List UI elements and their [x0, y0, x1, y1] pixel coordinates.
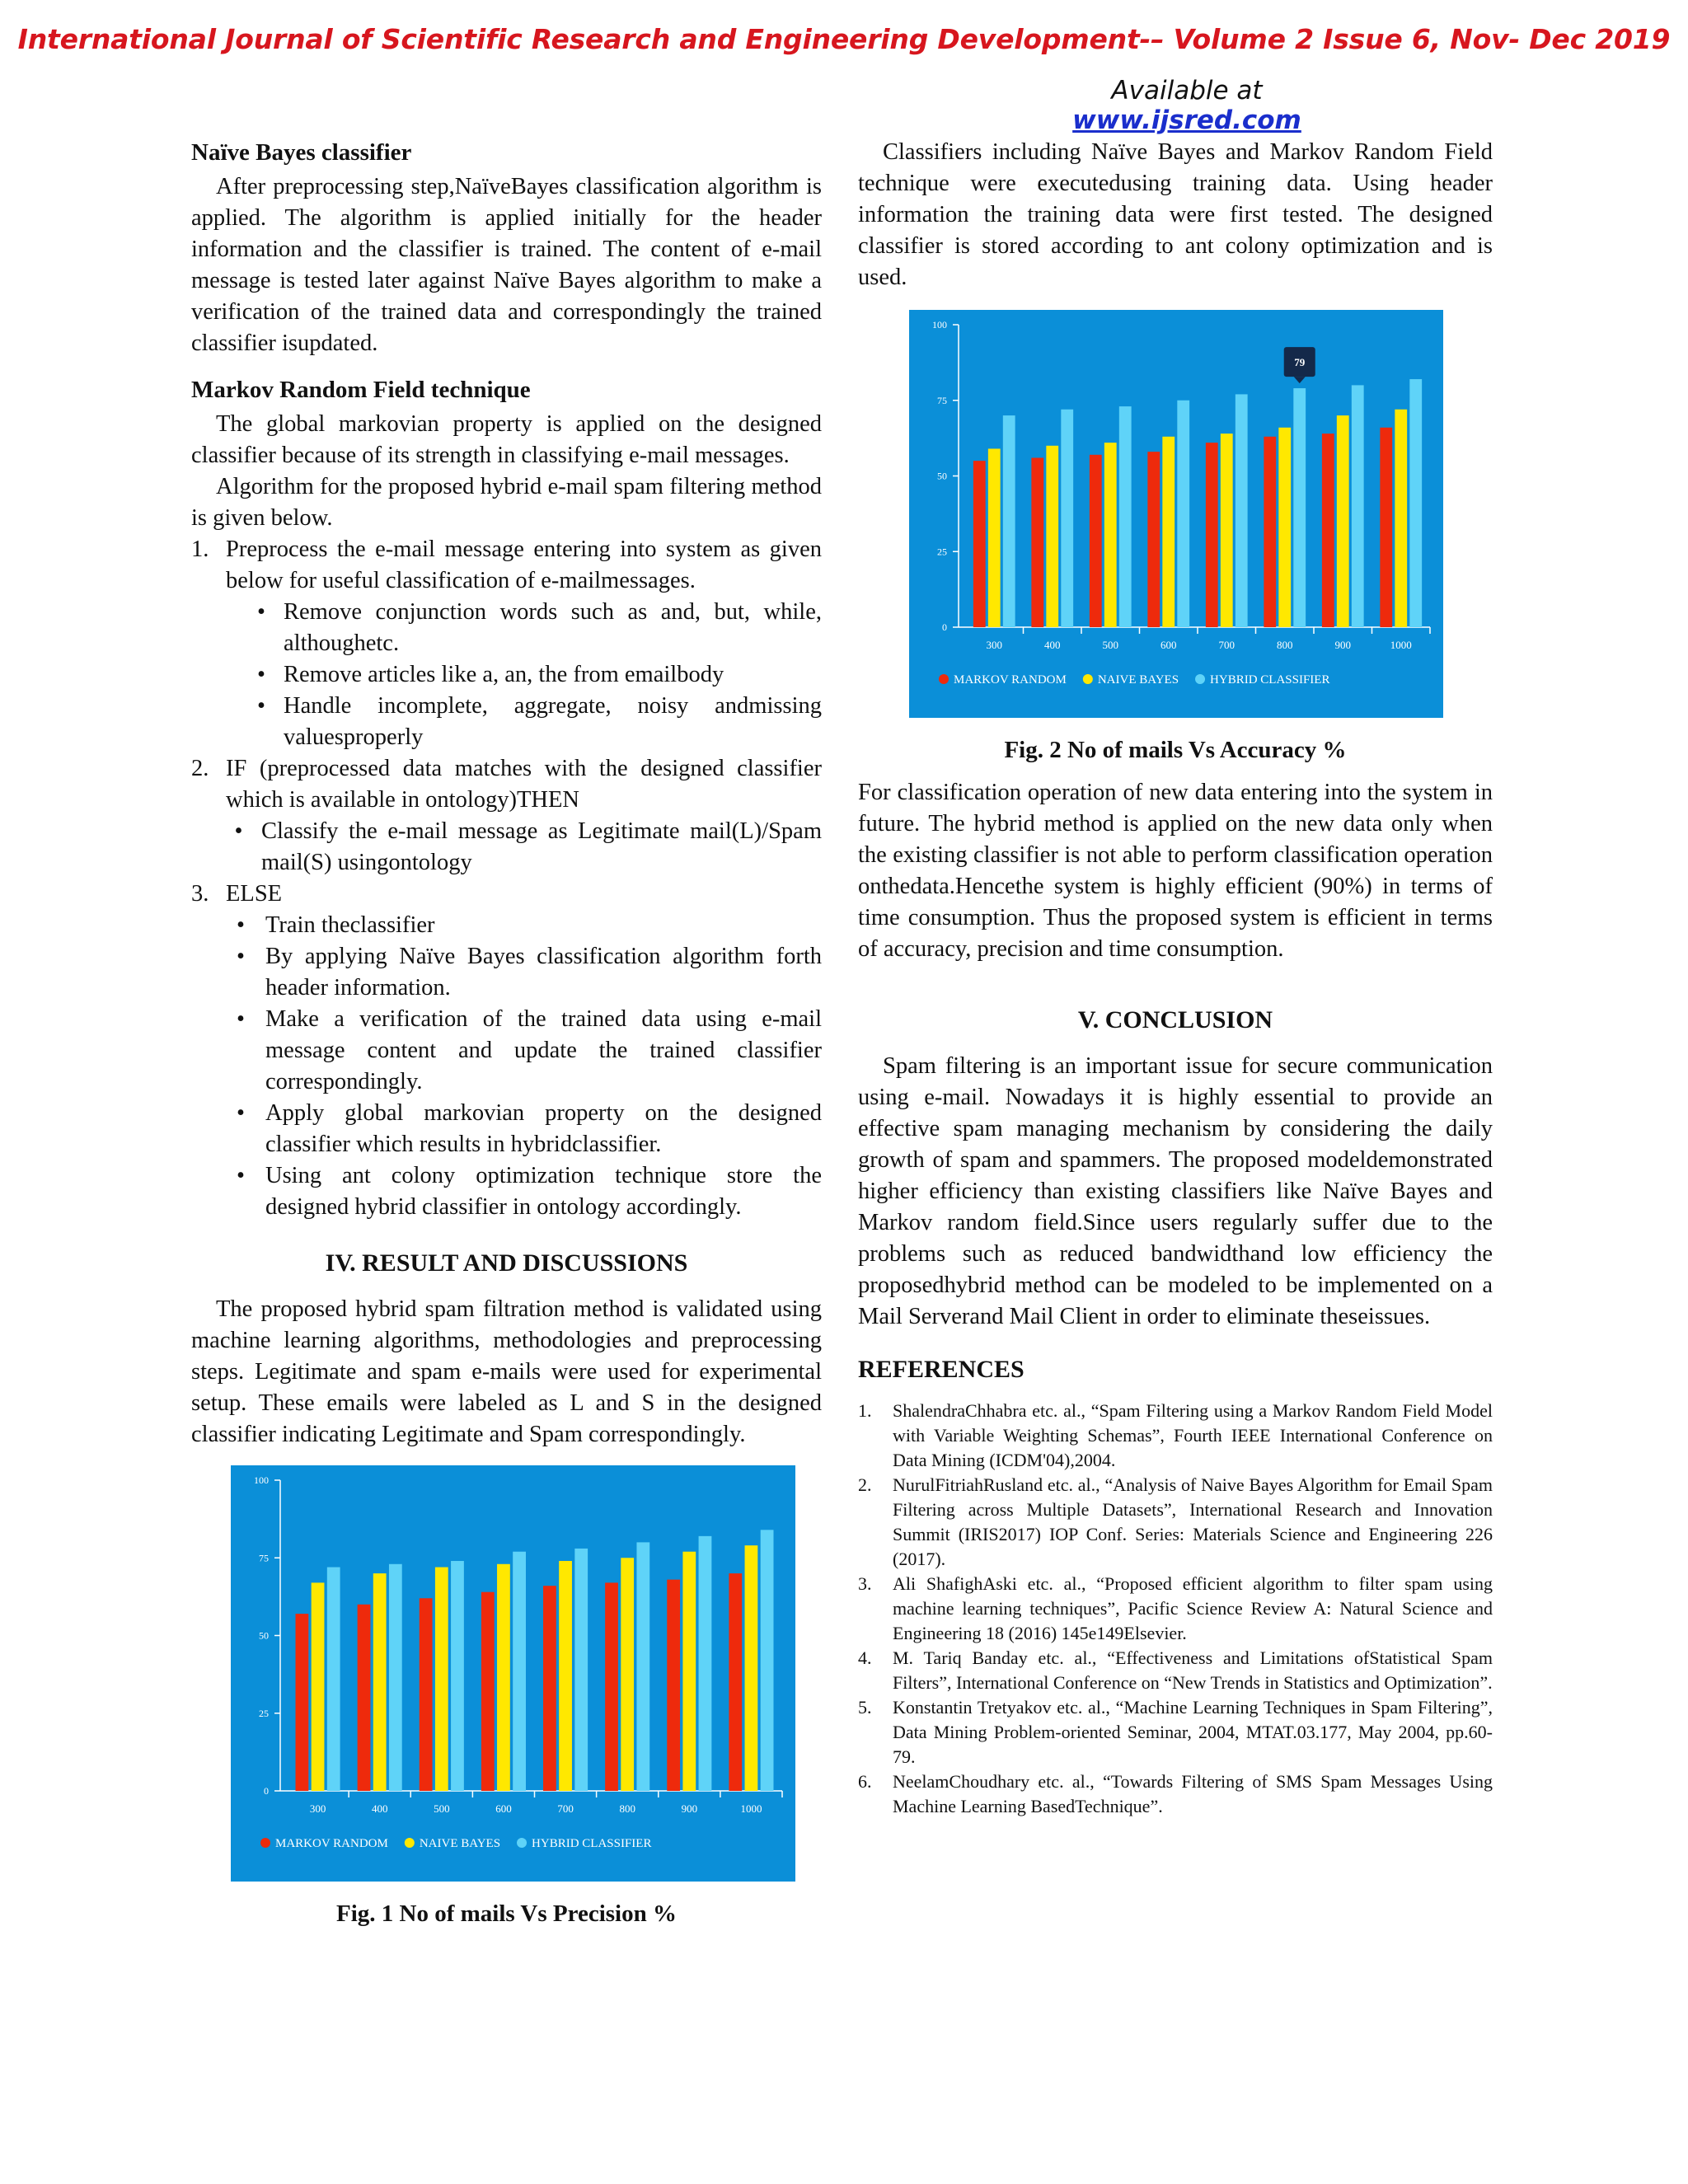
bar — [729, 1573, 742, 1791]
legend-swatch — [260, 1838, 270, 1848]
x-tick-label: 700 — [1218, 639, 1235, 651]
markov-heading: Markov Random Field technique — [191, 377, 531, 403]
bar — [1177, 401, 1189, 627]
bullet-text: Remove articles like a, an, the from emailbody — [284, 662, 724, 687]
precision-bar-chart — [231, 1465, 795, 1882]
reference-text: NurulFitriahRusland etc. al., “Analysis of Naive Bayes Algorithm for Email Spam Filtering across Multiple Datasets”, International Research and Innovation Summit (IRIS2017) IOP Conf. Series: Materials Science and Engineering 226 (2017). — [893, 1474, 1493, 1569]
bullet-text: Make a verification of the trained data using e-mail message content and update the trained classifier correspondingly. — [265, 1006, 822, 1094]
x-tick-label: 900 — [1334, 639, 1351, 651]
step-number: 1. — [191, 537, 209, 562]
bar — [481, 1592, 495, 1791]
bar — [389, 1564, 402, 1791]
bar — [296, 1614, 309, 1791]
list-item — [191, 1160, 822, 1223]
list-item — [191, 941, 822, 1004]
bullet-icon: • — [257, 662, 265, 687]
chart-svg — [231, 1465, 795, 1882]
figure-1-caption: Fig. 1 No of mails Vs Precision % — [336, 1900, 677, 1927]
classification-paragraph: For classification operation of new data entering into the system in future. The hybrid method is applied on the new data only when the existing classifier is not able to perform classification operation onthedata.Hencethe system is highly efficient (90%) in terms of time consumption. Thus the proposed system is efficient in terms of accuracy, precision and time consumption. — [858, 780, 1493, 962]
bar — [358, 1605, 371, 1791]
list-item — [191, 691, 822, 753]
reference-item — [858, 1769, 1493, 1819]
reference-text: NeelamChoudhary etc. al., “Towards Filtering of SMS Spam Messages Using Machine Learning BasedTechnique”. — [893, 1771, 1493, 1816]
bar — [761, 1530, 774, 1791]
reference-item — [858, 1695, 1493, 1769]
bar — [682, 1552, 696, 1791]
reference-number: 2. — [858, 1474, 872, 1495]
bar — [1380, 428, 1392, 627]
y-tick-label: 100 — [932, 319, 947, 330]
markov-paragraph-1: The global markovian property is applied on the designed classifier because of its strength in classifying e-mail messages. — [191, 411, 822, 468]
bar — [1206, 443, 1218, 627]
bullet-icon: • — [257, 599, 265, 625]
right-column — [858, 137, 1493, 1819]
list-item — [191, 1004, 822, 1098]
bar — [1352, 385, 1364, 627]
reference-item — [858, 1572, 1493, 1646]
reference-item — [858, 1646, 1493, 1695]
y-tick-label: 0 — [264, 1785, 269, 1797]
x-tick-label: 1000 — [1390, 639, 1412, 651]
reference-text: Ali ShafighAski etc. al., “Proposed efficient algorithm to filter spam using machine learning techniques”, Pacific Science Review A: Natural Science and Engineering 18 (2016) 145e149Elsevier. — [893, 1573, 1493, 1643]
algorithm-step-3 — [191, 879, 822, 910]
reference-text: M. Tariq Banday etc. al., “Effectiveness and Limitations ofStatistical Spam Filters”, International Conference on “New Trends in Statistics and Optimization”. — [893, 1647, 1493, 1693]
y-tick-label: 50 — [937, 470, 947, 482]
bar — [312, 1582, 325, 1791]
bar — [1278, 428, 1291, 627]
conclusion-paragraph: Spam filtering is an important issue for secure communication using e-mail. Nowadays it is highly essential to provide an effective spam managing mechanism by considering the daily growth of spam and spammers. The proposed modeldemonstrated higher efficiency than existing classifiers like Naïve Bayes and Markov random field.Since users regularly suffer due to the problems such as reduced bandwidthand low efficiency the proposedhybrid method can be modeled to be implemented on a Mail Serverand Mail Client in order to eliminate theseissues. — [858, 1053, 1493, 1329]
reference-number: 6. — [858, 1771, 872, 1792]
reference-number: 5. — [858, 1697, 872, 1718]
results-heading: IV. RESULT AND DISCUSSIONS — [325, 1249, 688, 1277]
bar — [1104, 443, 1117, 627]
legend-swatch — [405, 1838, 415, 1848]
figure-2-caption: Fig. 2 No of mails Vs Accuracy % — [1004, 737, 1347, 763]
bar — [420, 1598, 433, 1791]
step-number: 3. — [191, 881, 209, 907]
bar — [1293, 388, 1306, 627]
bar — [988, 448, 1001, 627]
x-tick-label: 300 — [986, 639, 1002, 651]
bar — [1147, 452, 1160, 627]
step-text: Preprocess the e-mail message entering into system as given below for useful classification of e-mailmessages. — [226, 537, 822, 593]
algorithm-step-2 — [191, 753, 822, 816]
reference-number: 1. — [858, 1400, 872, 1421]
legend-swatch — [1083, 674, 1093, 684]
bar — [1031, 457, 1043, 627]
accuracy-bar-chart — [909, 310, 1443, 718]
x-tick-label: 800 — [1277, 639, 1293, 651]
tooltip-label: 79 — [1294, 356, 1306, 369]
y-tick-label: 100 — [254, 1474, 269, 1486]
references-heading: REFERENCES — [858, 1356, 1025, 1383]
bullet-icon: • — [257, 693, 265, 719]
x-tick-label: 300 — [309, 1802, 326, 1815]
bar — [1003, 415, 1015, 627]
tooltip — [1284, 347, 1315, 383]
x-tick-label: 400 — [1044, 639, 1061, 651]
results-paragraph: The proposed hybrid spam filtration method is validated using machine learning algorithms, methodologies and preprocessing steps. Legitimate and spam e-mails were used for experimental setup. These emails were labeled as L and S in the designed classifier indicating Legitimate and Spam correspondingly. — [191, 1296, 822, 1447]
bar — [1119, 406, 1132, 627]
reference-item — [858, 1399, 1493, 1473]
reference-number: 4. — [858, 1647, 872, 1668]
bullet-icon: • — [237, 944, 245, 969]
legend-swatch — [1195, 674, 1205, 684]
bullet-icon: • — [237, 1100, 245, 1126]
y-tick-label: 50 — [259, 1629, 269, 1642]
bar — [973, 461, 986, 627]
bullet-text: By applying Naïve Bayes classification algorithm forth header information. — [265, 944, 822, 1001]
x-tick-label: 700 — [557, 1802, 574, 1815]
bar — [327, 1568, 340, 1791]
y-tick-label: 75 — [259, 1552, 269, 1564]
bar — [1061, 410, 1073, 627]
legend-swatch — [517, 1838, 527, 1848]
left-column — [191, 137, 822, 1929]
bar — [543, 1586, 556, 1791]
bullet-text: Using ant colony optimization technique store the designed hybrid classifier in ontology accordingly. — [265, 1163, 822, 1220]
naive-bayes-paragraph: After preprocessing step,NaïveBayes classification algorithm is applied. The algorithm is applied initially for the header information and the classifier is trained. The content of e-mail message is tested later against Naïve Bayes algorithm to make a verification of the trained data and correspondingly the trained classifier isupdated. — [191, 174, 822, 356]
step-text: IF (preprocessed data matches with the designed classifier which is available in ontology)THEN — [226, 756, 822, 813]
reference-text: Konstantin Tretyakov etc. al., “Machine Learning Techniques in Spam Filtering”, Data Mining Problem-oriented Seminar, 2004, MTAT.03.177, May 2004, pp.60-79. — [893, 1697, 1493, 1767]
bar — [1236, 394, 1248, 627]
bar — [699, 1536, 712, 1791]
list-item — [191, 910, 822, 941]
available-line — [1001, 76, 1372, 135]
naive-bayes-heading: Naïve Bayes classifier — [191, 139, 412, 166]
legend-label: HYBRID CLASSIFIER — [532, 1837, 652, 1850]
y-tick-label: 25 — [937, 546, 947, 558]
step-text: ELSE — [226, 881, 283, 907]
journal-header: International Journal of Scientific Research and Engineering Development-– Volume 2 Issue 6, Nov- Dec 2019 — [17, 23, 1671, 55]
bar — [745, 1545, 758, 1791]
bar — [559, 1561, 572, 1791]
y-tick-label: 25 — [259, 1707, 269, 1719]
bar — [1264, 437, 1276, 627]
bar — [497, 1564, 510, 1791]
bar — [1090, 455, 1102, 627]
bullet-icon: • — [234, 818, 243, 844]
bar — [1322, 434, 1334, 627]
bar — [636, 1542, 649, 1791]
legend-label: HYBRID CLASSIFIER — [1210, 673, 1330, 687]
legend-label: NAIVE BAYES — [419, 1837, 501, 1850]
x-tick-label: 800 — [619, 1802, 635, 1815]
legend-label: MARKOV RANDOM — [954, 673, 1067, 687]
bullet-text: Classify the e-mail message as Legitimate mail(L)/Spam mail(S) usingontology — [261, 818, 822, 875]
available-prefix: Available at — [1111, 76, 1263, 105]
y-tick-label: 0 — [942, 621, 947, 633]
markov-paragraph-2: Algorithm for the proposed hybrid e-mail spam filtering method is given below. — [191, 474, 822, 531]
bullet-icon: • — [237, 1163, 245, 1188]
bar — [1221, 434, 1233, 627]
tooltip-pointer — [1294, 377, 1306, 383]
legend-label: MARKOV RANDOM — [275, 1837, 388, 1850]
bar — [1337, 415, 1349, 627]
x-tick-label: 600 — [495, 1802, 512, 1815]
x-tick-label: 900 — [681, 1802, 698, 1815]
bar — [621, 1558, 634, 1791]
x-tick-label: 600 — [1160, 639, 1177, 651]
bar — [513, 1552, 526, 1791]
list-item — [191, 597, 822, 659]
bar — [435, 1568, 448, 1791]
chart-svg — [909, 310, 1443, 718]
legend-swatch — [939, 674, 949, 684]
legend-label: NAIVE BAYES — [1097, 673, 1179, 687]
list-item — [191, 659, 822, 691]
y-tick-label: 75 — [937, 394, 947, 406]
x-tick-label: 1000 — [740, 1802, 762, 1815]
bullet-icon: • — [237, 1006, 245, 1032]
classifiers-paragraph: Classifiers including Naïve Bayes and Markov Random Field technique were executedusing training data. Using header information the training data were first tested. The designed classifier is stored according to ant colony optimization and is used. — [858, 139, 1493, 290]
bar — [605, 1582, 618, 1791]
x-tick-label: 500 — [434, 1802, 450, 1815]
bar — [667, 1580, 680, 1791]
bullet-icon: • — [237, 912, 245, 938]
conclusion-heading: V. CONCLUSION — [1077, 1006, 1273, 1033]
bullet-text: Train theclassifier — [265, 912, 435, 938]
reference-number: 3. — [858, 1573, 872, 1594]
bar — [1409, 379, 1422, 627]
bar — [1395, 410, 1407, 627]
list-item — [191, 1098, 822, 1160]
reference-item — [858, 1473, 1493, 1572]
bar — [1046, 446, 1058, 627]
list-item — [191, 816, 822, 879]
journal-website-link[interactable]: www.ijsred.com — [1072, 105, 1301, 135]
bullet-text: Remove conjunction words such as and, but, while, althoughetc. — [284, 599, 822, 656]
bar — [574, 1549, 588, 1791]
x-tick-label: 500 — [1102, 639, 1118, 651]
bar — [1162, 437, 1175, 627]
bar — [373, 1573, 387, 1791]
x-tick-label: 400 — [371, 1802, 388, 1815]
bullet-text: Apply global markovian property on the designed classifier which results in hybridclassifier. — [265, 1100, 822, 1157]
algorithm-step-1 — [191, 534, 822, 597]
reference-text: ShalendraChhabra etc. al., “Spam Filtering using a Markov Random Field Model with Variable Weighting Schemas”, Fourth IEEE International Conference on Data Mining (ICDM'04),2004. — [893, 1400, 1493, 1470]
step-number: 2. — [191, 756, 209, 781]
bullet-text: Handle incomplete, aggregate, noisy andmissing valuesproperly — [284, 693, 822, 750]
bar — [451, 1561, 464, 1791]
